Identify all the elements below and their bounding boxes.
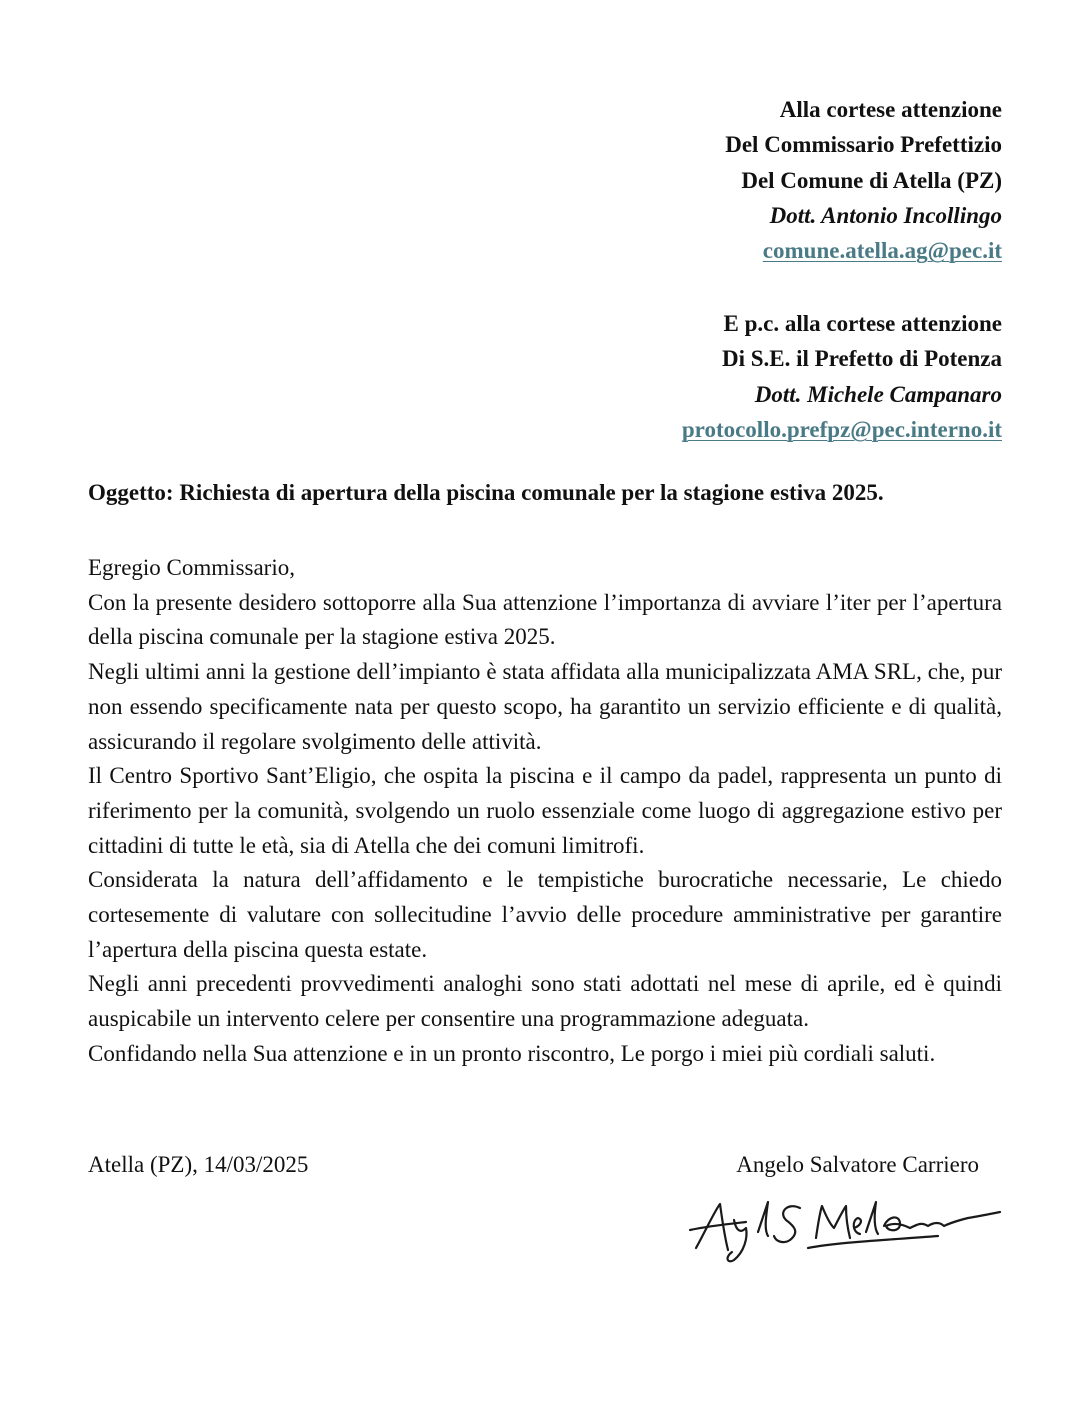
letter-subject: Oggetto: Richiesta di apertura della piscina comunale per la stagione estiva 2025. [88, 480, 884, 505]
recipient-email-link[interactable]: protocollo.prefpz@pec.interno.it [681, 416, 1002, 442]
recipient-line: Del Comune di Atella (PZ) [741, 167, 1002, 193]
salutation: Egregio Commissario, [88, 555, 295, 580]
recipient-line: Di S.E. il Prefetto di Potenza [722, 346, 1002, 372]
body-paragraph: Con la presente desidero sottoporre alla Sua attenzione l’importanza di avviare l’iter per l’apertura della piscina comunale per la stagione estiva 2025. [88, 589, 1002, 650]
body-paragraph: Confidando nella Sua attenzione e in un pronto riscontro, Le porgo i miei più cordiali saluti. [88, 1040, 936, 1066]
body-paragraph: Negli ultimi anni la gestione dell’impianto è stata affidata alla municipalizzata AMA SRL, che, pur non essendo specificamente nata per questo scopo, ha garantito un servizio efficiente e di qualità, assicurando il regolare svolgimento delle attività. [88, 659, 1002, 754]
recipient-line: Alla cortese attenzione [779, 97, 1002, 122]
body-paragraph: Negli anni precedenti provvedimenti analoghi sono stati adottati nel mese di aprile, ed è quindi auspicabile un intervento celere per consentire una programmazione adeguata. [88, 971, 1002, 1032]
recipient-name: Dott. Antonio Incollingo [769, 202, 1002, 228]
letter-body [88, 551, 1002, 1072]
recipient-name: Dott. Michele Campanaro [754, 381, 1002, 407]
body-paragraph: Considerata la natura dell’affidamento e le tempistiche burocratiche necessarie, Le chiedo cortesemente di valutare con sollecitudine l’avvio delle procedure amministrative per garantire l’apertura della piscina questa estate. [88, 867, 1002, 962]
recipient-block-commissario [725, 92, 1002, 268]
signer-name: Angelo Salvatore Carriero [736, 1152, 979, 1177]
handwritten-signature [688, 1190, 1003, 1265]
place-and-date: Atella (PZ), 14/03/2025 [88, 1152, 309, 1177]
body-paragraph: Il Centro Sportivo Sant’Eligio, che ospita la piscina e il campo da padel, rappresenta un punto di riferimento per la comunità, svolgendo un ruolo essenziale come luogo di aggregazione estivo per cittadini di tutte le età, sia di Atella che dei comuni limitrofi. [88, 763, 1002, 858]
recipient-line: E p.c. alla cortese attenzione [723, 311, 1002, 336]
recipient-line: Del Commissario Prefettizio [725, 132, 1002, 158]
recipient-block-prefetto [682, 306, 1002, 447]
recipient-email-link[interactable]: comune.atella.ag@pec.it [762, 238, 1002, 264]
